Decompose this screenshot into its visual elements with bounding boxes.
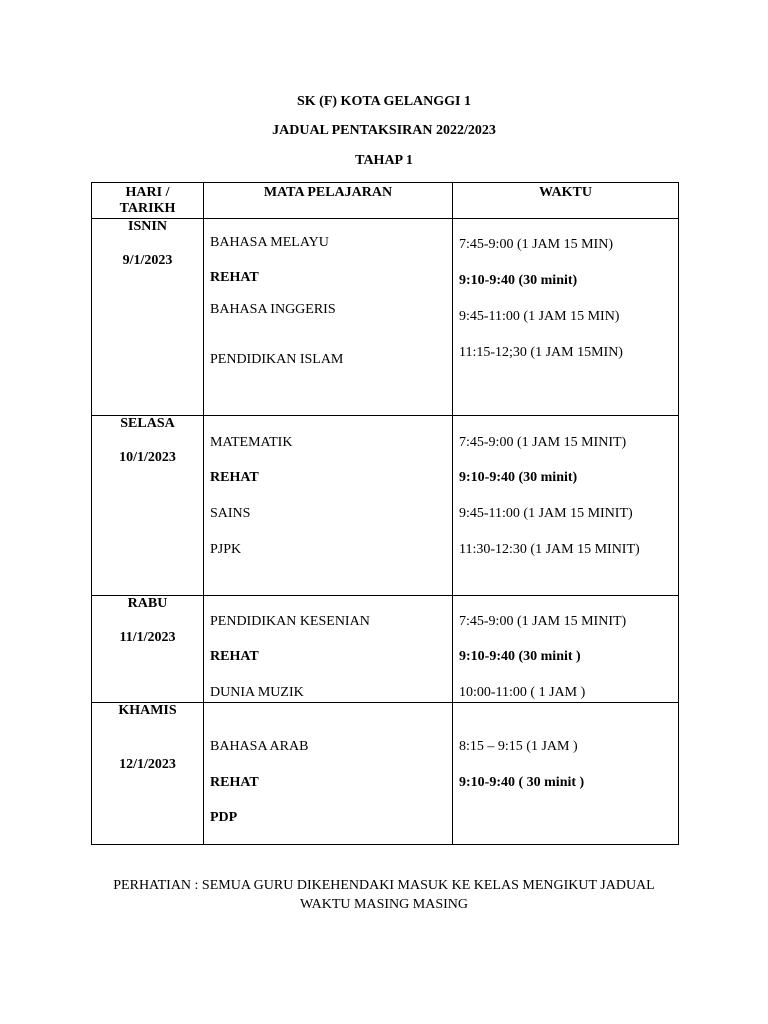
subject-cell xyxy=(204,596,453,703)
time-item: 9:10-9:40 (30 minit) xyxy=(459,273,578,288)
time-item: 9:45-11:00 (1 JAM 15 MINIT) xyxy=(459,506,633,521)
time-cell xyxy=(453,596,679,703)
school-name: SK (F) KOTA GELANGGI 1 xyxy=(297,94,471,109)
column-header-day-line1: HARI / xyxy=(125,185,170,200)
day-cell xyxy=(92,416,204,596)
day-date: 12/1/2023 xyxy=(119,757,176,772)
day-date: 11/1/2023 xyxy=(119,630,176,645)
day-cell xyxy=(92,596,204,703)
subject-item: PENDIDIKAN KESENIAN xyxy=(210,614,370,629)
schedule-title: JADUAL PENTAKSIRAN 2022/2023 xyxy=(272,123,496,138)
subject-item: REHAT xyxy=(210,270,259,285)
subject-item: MATEMATIK xyxy=(210,435,293,450)
table-row xyxy=(92,219,679,416)
table-row xyxy=(92,596,679,703)
subject-item: PDP xyxy=(210,810,238,825)
time-item: 9:10-9:40 (30 minit) xyxy=(459,470,578,485)
footer-note-line2: WAKTU MASING MASING xyxy=(300,897,468,912)
subject-item: REHAT xyxy=(210,775,259,790)
day-cell xyxy=(92,703,204,845)
assessment-schedule-table xyxy=(91,182,679,845)
day-date: 10/1/2023 xyxy=(119,450,176,465)
table-row xyxy=(92,703,679,845)
subject-item: BAHASA MELAYU xyxy=(210,235,329,250)
subject-cell xyxy=(204,416,453,596)
time-cell xyxy=(453,416,679,596)
time-cell xyxy=(453,703,679,845)
day-name: ISNIN xyxy=(128,219,167,234)
day-date: 9/1/2023 xyxy=(122,253,173,268)
table-header-row xyxy=(92,183,679,219)
table-row xyxy=(92,416,679,596)
day-name: SELASA xyxy=(120,416,175,431)
subject-cell xyxy=(204,219,453,416)
column-header-subject xyxy=(204,183,453,219)
time-item: 7:45-9:00 (1 JAM 15 MIN) xyxy=(459,237,613,252)
subject-cell xyxy=(204,703,453,845)
subject-item: DUNIA MUZIK xyxy=(210,685,304,700)
column-header-time-label: WAKTU xyxy=(539,185,592,200)
column-header-subject-label: MATA PELAJARAN xyxy=(263,185,393,200)
subject-item: BAHASA INGGERIS xyxy=(210,302,336,317)
time-item: 8:15 – 9:15 (1 JAM ) xyxy=(459,739,578,754)
subject-item: SAINS xyxy=(210,506,251,521)
time-item: 7:45-9:00 (1 JAM 15 MINIT) xyxy=(459,614,627,629)
stage-label: TAHAP 1 xyxy=(355,153,413,168)
time-item: 11:15-12;30 (1 JAM 15MIN) xyxy=(459,345,623,360)
time-item: 11:30-12:30 (1 JAM 15 MINIT) xyxy=(459,542,640,557)
column-header-time xyxy=(453,183,679,219)
time-item: 10:00-11:00 ( 1 JAM ) xyxy=(459,685,586,700)
footer-note-line1: PERHATIAN : SEMUA GURU DIKEHENDAKI MASUK KE KELAS MENGIKUT JADUAL xyxy=(113,878,655,893)
time-item: 9:10-9:40 ( 30 minit ) xyxy=(459,775,585,790)
subject-item: PENDIDIKAN ISLAM xyxy=(210,352,344,367)
footer-note xyxy=(60,876,708,914)
day-name: RABU xyxy=(127,596,168,611)
column-header-day-line2: TARIKH xyxy=(119,201,176,216)
time-cell xyxy=(453,219,679,416)
column-header-day xyxy=(92,183,204,219)
day-cell xyxy=(92,219,204,416)
subject-item: REHAT xyxy=(210,470,259,485)
time-item: 9:45-11:00 (1 JAM 15 MIN) xyxy=(459,309,620,324)
subject-item: BAHASA ARAB xyxy=(210,739,309,754)
subject-item: REHAT xyxy=(210,649,259,664)
time-item: 7:45-9:00 (1 JAM 15 MINIT) xyxy=(459,435,627,450)
day-name: KHAMIS xyxy=(118,703,177,718)
subject-item: PJPK xyxy=(210,542,242,557)
time-item: 9:10-9:40 (30 minit ) xyxy=(459,649,581,664)
